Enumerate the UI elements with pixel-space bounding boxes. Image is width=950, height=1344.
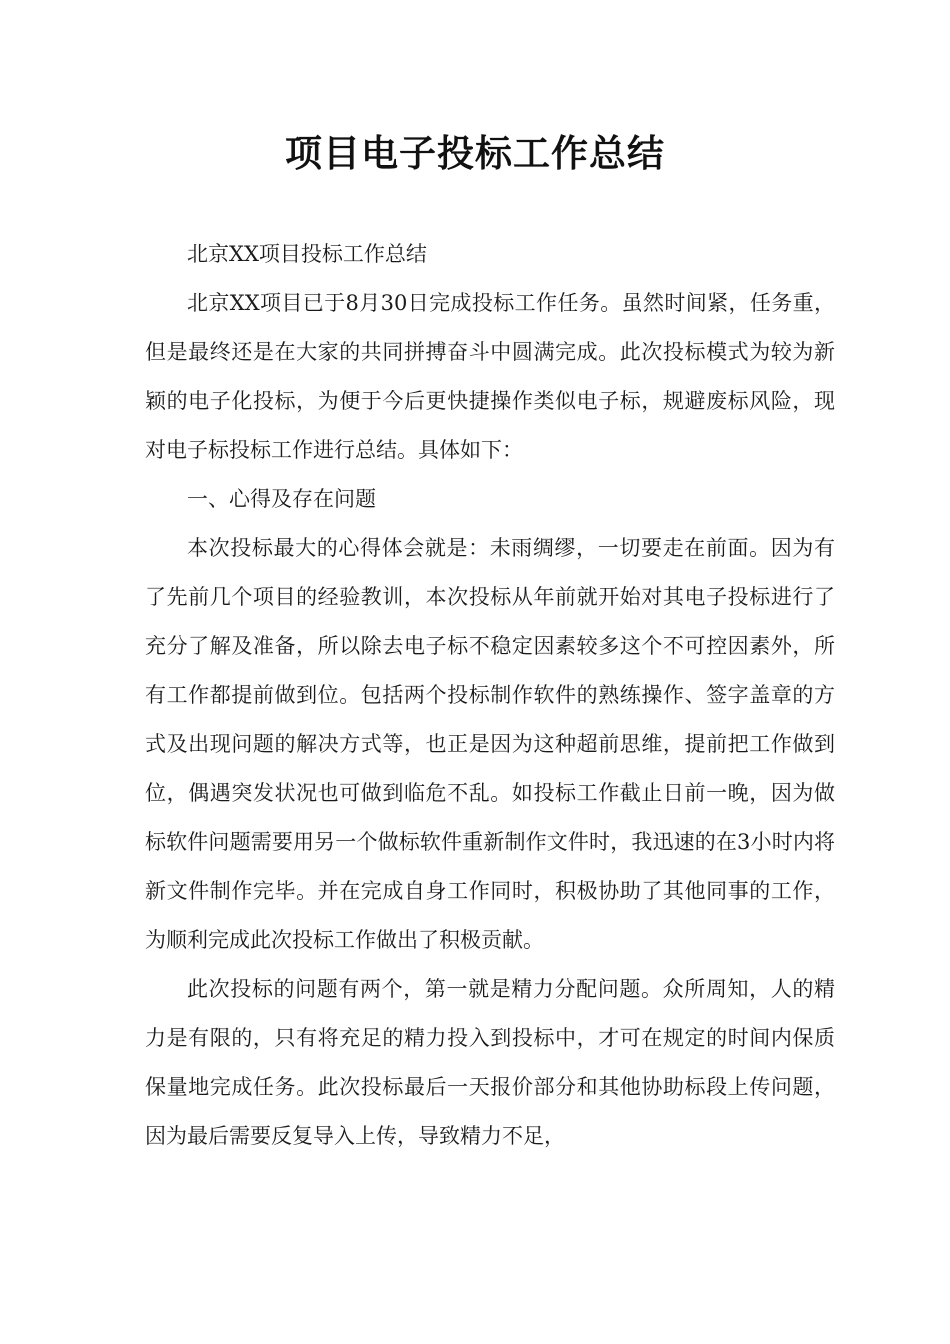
paragraph-subtitle: 北京XX项目投标工作总结 [187,242,427,266]
paragraph-experience: 本次投标最大的心得体会就是：未雨绸缪，一切要走在前面。因为有了先前几个项目的经验教训，本次投标从年前就开始对其电子投标进行了充分了解及准备，所以除去电子标不稳定因素较多这个不可控因素外，所有工作都提前做到位。包括两个投标制作软件的熟练操作、签字盖章的方式及出现问题的解决方式等，也正是因为这种超前思维，提前把工作做到位，偶遇突发状况也可做到临危不乱。如投标工作截止日前一晚，因为做标软件问题需要用另一个做标软件重新制作文件时，我迅速的在3小时内将新文件制作完毕。并在完成自身工作同时，积极协助了其他同事的工作，为顺利完成此次投标工作做出了积极贡献。 [145,536,835,952]
document-body [145,230,835,1161]
paragraph-intro: 北京XX项目已于8月30日完成投标工作任务。虽然时间紧，任务重，但是最终还是在大家的共同拼搏奋斗中圆满完成。此次投标模式为较为新颖的电子化投标，为便于今后更快捷操作类似电子标，规避废标风险，现对电子标投标工作进行总结。具体如下： [145,291,835,462]
document-title: 项目电子投标工作总结 [285,132,665,175]
section-heading: 一、心得及存在问题 [187,487,376,511]
paragraph-problems: 此次投标的问题有两个，第一就是精力分配问题。众所周知，人的精力是有限的，只有将充足的精力投入到投标中，才可在规定的时间内保质保量地完成任务。此次投标最后一天报价部分和其他协助标段上传问题，因为最后需要反复导入上传，导致精力不足， [145,977,835,1148]
